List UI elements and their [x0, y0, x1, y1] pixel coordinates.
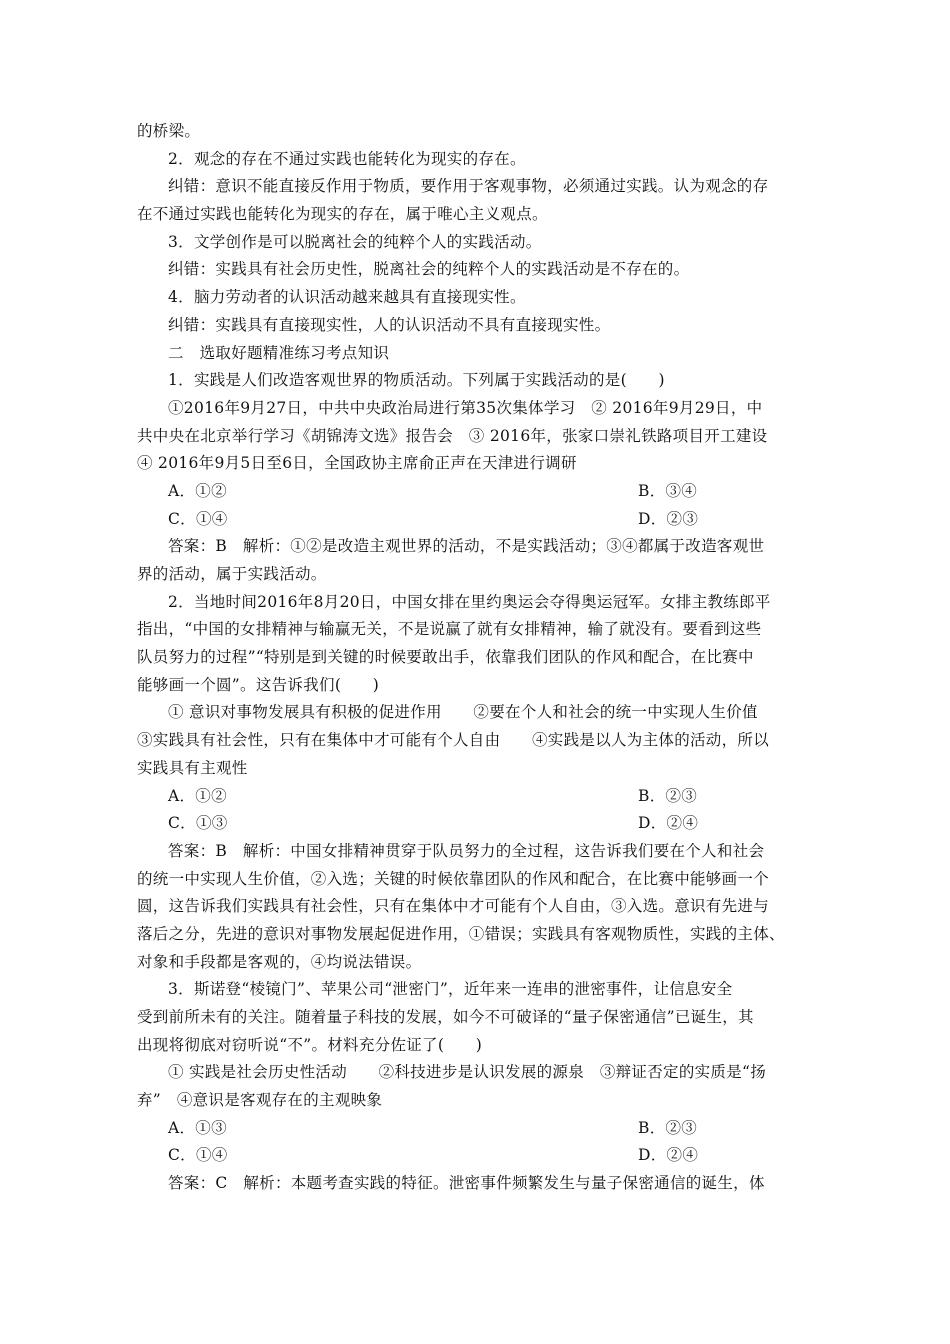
text-line: 2．当地时间2016年8月20日，中国女排在里约奥运会夺得奥运冠军。女排主教练郎平	[168, 592, 771, 611]
text-line: 4．脑力劳动者的认识活动越来越具有直接现实性。	[168, 288, 526, 307]
answer-option: C．①③	[168, 814, 228, 833]
document-page	[137, 118, 817, 1198]
answer-option: A．①②	[168, 786, 227, 805]
text-line: 纠错：实践具有直接现实性，人的认识活动不具有直接现实性。	[168, 315, 611, 334]
text-line: ④ 2016年9月5日至6日，全国政协主席俞正声在天津进行调研	[137, 454, 577, 473]
text-line: 纠错：意识不能直接反作用于物质，要作用于客观事物，必须通过实践。认为观念的存	[168, 177, 769, 196]
text-line: 指出，“中国的女排精神与输赢无关，不是说赢了就有女排精神，输了就没有。要看到这些	[137, 620, 762, 639]
answer-options-row	[137, 478, 817, 506]
text-line: 2．观念的存在不通过实践也能转化为现实的存在。	[168, 149, 526, 168]
text-line: 答案：B 解析：①②是改造主观世界的活动，不是实践活动；③④都属于改造客观世	[168, 537, 765, 556]
text-line: 二 选取好题精准练习考点知识	[168, 343, 390, 362]
answer-option: C．①④	[168, 1146, 228, 1165]
text-line: 3．斯诺登“棱镜门”、苹果公司“泄密门”，近年来一连串的泄密事件，让信息安全	[168, 980, 733, 999]
text-line: 能够画一个圆”。这告诉我们( )	[137, 675, 380, 694]
text-line: 圆，这告诉我们实践具有社会性，只有在集体中才可能有个人自由，③入选。意识有先进与	[137, 897, 770, 916]
answer-option: A．①②	[168, 481, 227, 500]
answer-option: C．①④	[168, 509, 228, 528]
answer-option: B．③④	[638, 481, 698, 500]
text-line: 的桥梁。	[137, 122, 201, 140]
text-line: ① 意识对事物发展具有积极的促进作用 ②要在个人和社会的统一中实现人生价值	[168, 703, 758, 722]
answer-options-row	[137, 506, 817, 534]
text-line: 的统一中实现人生价值，②入选；关键的时候依靠团队的作风和配合，在比赛中能够画一个	[137, 869, 770, 888]
text-line: ① 实践是社会历史性活动 ②科技进步是认识发展的源泉 ③辩证否定的实质是“扬	[168, 1063, 767, 1082]
answer-options-row	[137, 783, 817, 811]
answer-option: A．①③	[168, 1118, 227, 1137]
text-line: ①2016年9月27日，中共中央政治局进行第35次集体学习 ② 2016年9月29日，中	[168, 398, 763, 417]
text-line: 3．文学创作是可以脱离社会的纯粹个人的实践活动。	[168, 232, 542, 251]
answer-option: D．②④	[638, 1146, 699, 1165]
answer-option: B．②③	[638, 1118, 698, 1137]
answer-option: B．②③	[638, 786, 698, 805]
answer-option: D．②③	[638, 509, 699, 528]
text-line: 出现将彻底对窃听说“不”。材料充分佐证了( )	[137, 1035, 483, 1054]
answer-options-row	[137, 810, 817, 838]
text-line: 队员努力的过程”“特别是到关键的时候要敢出手，依靠我们团队的作风和配合，在比赛中	[137, 648, 754, 667]
text-line: 1．实践是人们改造客观世界的物质活动。下列属于实践活动的是( )	[168, 371, 665, 390]
text-line: 纠错：实践具有社会历史性，脱离社会的纯粹个人的实践活动是不存在的。	[168, 260, 690, 279]
text-line: 在不通过实践也能转化为现实的存在，属于唯心主义观点。	[137, 205, 548, 224]
text-line: 落后之分，先进的意识对事物发展起促进作用，①错误；实践具有客观物质性，实践的主体、	[137, 924, 785, 943]
text-line: 答案：B 解析：中国女排精神贯穿于队员努力的全过程，这告诉我们要在个人和社会	[168, 841, 765, 860]
text-line: 受到前所未有的关注。随着量子科技的发展，如今不可破译的“量子保密通信”已诞生，其	[137, 1008, 754, 1026]
answer-options-row	[137, 1142, 817, 1170]
text-line: 弃” ④意识是客观存在的主观映象	[137, 1091, 383, 1110]
text-line: 界的活动，属于实践活动。	[137, 565, 327, 583]
answer-option: D．②④	[638, 814, 699, 833]
answer-options-row	[137, 1115, 817, 1143]
text-line: ③实践具有社会性，只有在集体中才可能有个人自由 ④实践是以人为主体的活动，所以	[137, 731, 770, 750]
text-line: 实践具有主观性	[137, 758, 248, 777]
text-line: 对象和手段都是客观的，④均说法错误。	[137, 952, 422, 971]
text-line: 答案：C 解析：本题考查实践的特征。泄密事件频繁发生与量子保密通信的诞生，体	[168, 1174, 765, 1193]
text-line: 共中央在北京举行学习《胡锦涛文选》报告会 ③ 2016年，张家口崇礼铁路项目开工建设	[137, 426, 768, 445]
